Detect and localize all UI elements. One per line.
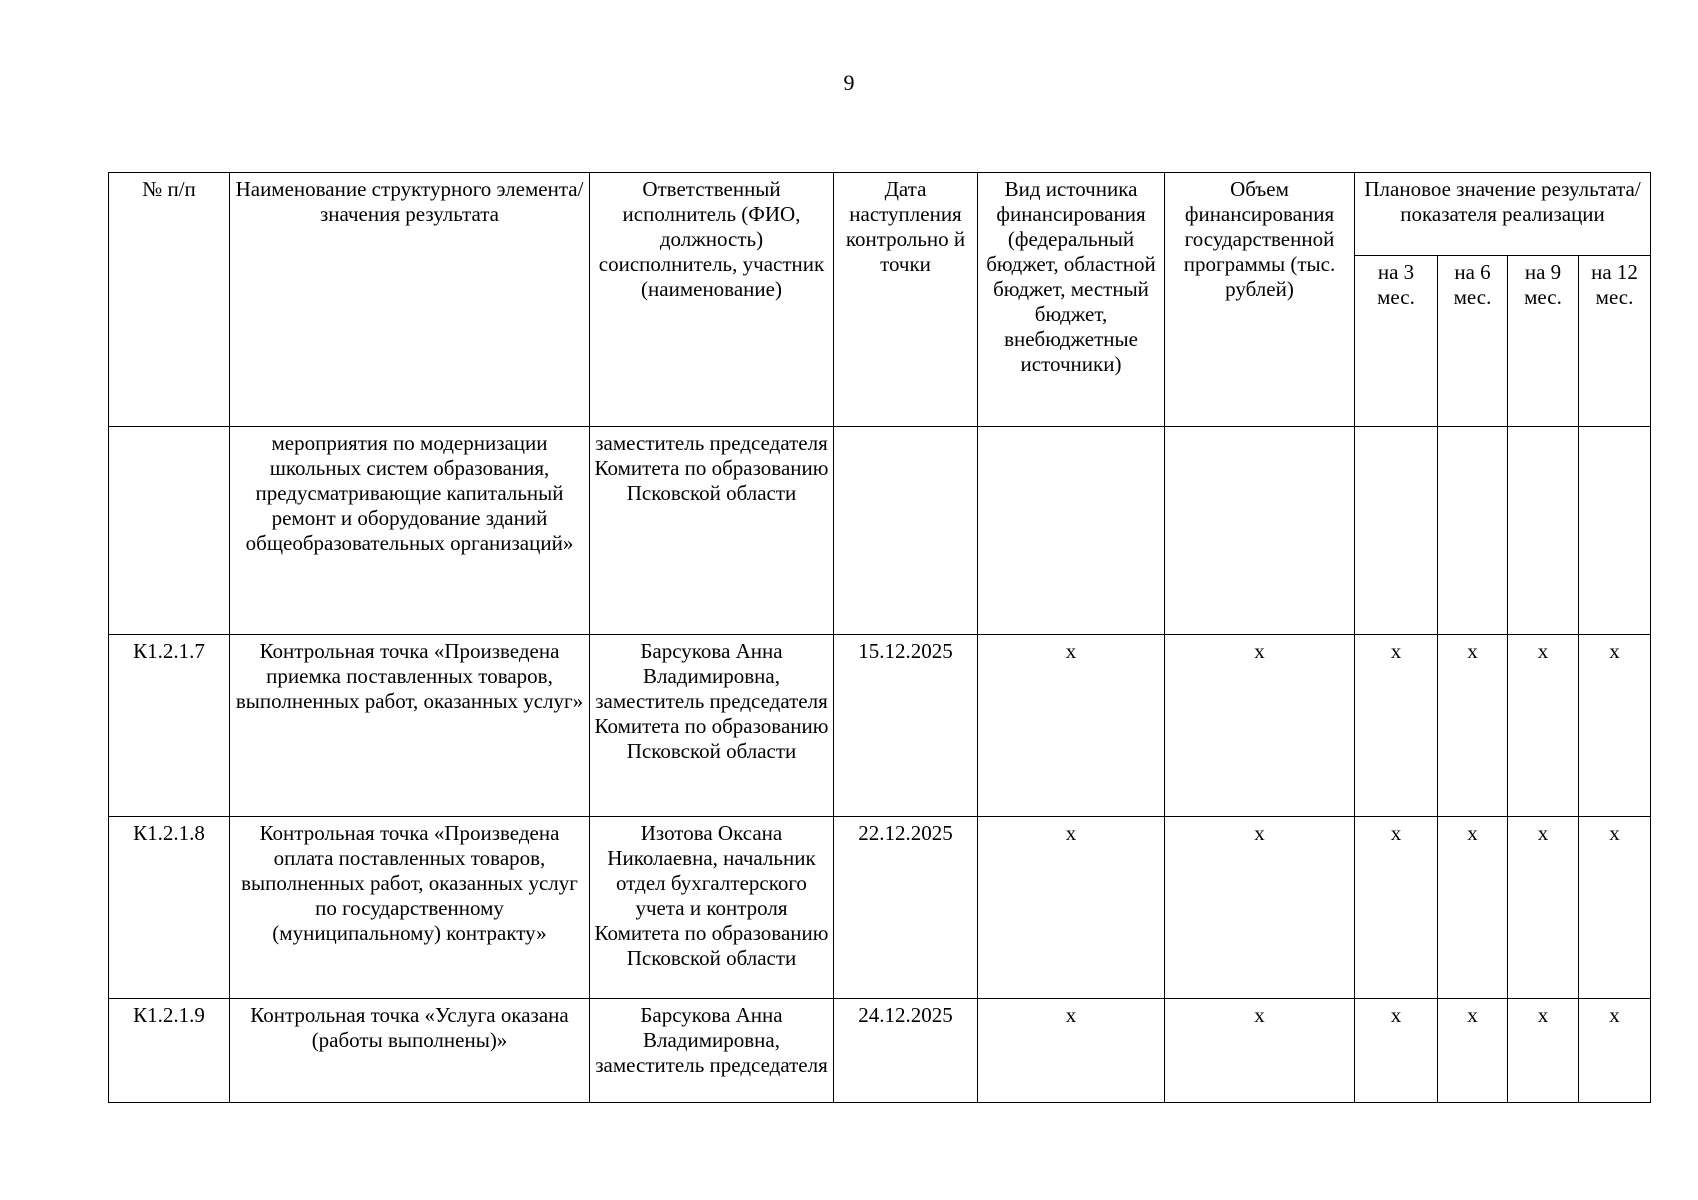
cell-12-months: x (1579, 635, 1651, 817)
cell-3-months: x (1355, 635, 1438, 817)
table-row (109, 817, 1651, 999)
header-planned-value: Плановое значение результата/показателя реализации (1355, 173, 1651, 256)
cell-12-months (1579, 427, 1651, 635)
cell-6-months: x (1438, 635, 1508, 817)
header-name: Наименование структурного элемента/ значения результата (230, 173, 590, 427)
cell-date: 15.12.2025 (834, 635, 978, 817)
table-row (109, 999, 1651, 1103)
cell-9-months (1508, 427, 1579, 635)
header-funding-volume: Объем финансирования государственной программы (тыс. рублей) (1165, 173, 1355, 427)
header-12-months: на 12 мес. (1579, 256, 1651, 427)
cell-responsible: Барсукова Анна Владимировна, заместитель председателя Комитета по образованию Псковской области (590, 635, 834, 817)
header-date: Дата наступления контрольно й точки (834, 173, 978, 427)
header-9-months: на 9 мес. (1508, 256, 1579, 427)
cell-number: К1.2.1.8 (109, 817, 230, 999)
table-header-row (109, 173, 1651, 256)
cell-funding-volume: x (1165, 817, 1355, 999)
cell-funding-volume: x (1165, 635, 1355, 817)
cell-3-months: x (1355, 817, 1438, 999)
header-responsible: Ответственный исполнитель (ФИО, должность) соисполнитель, участник (наименование) (590, 173, 834, 427)
cell-responsible: Барсукова Анна Владимировна, заместитель председателя (590, 999, 834, 1103)
cell-6-months (1438, 427, 1508, 635)
cell-date (834, 427, 978, 635)
cell-funding-volume (1165, 427, 1355, 635)
cell-6-months: x (1438, 999, 1508, 1103)
cell-name: Контрольная точка «Услуга оказана (работы выполнены)» (230, 999, 590, 1103)
cell-responsible: заместитель председателя Комитета по образованию Псковской области (590, 427, 834, 635)
control-points-table (108, 172, 1651, 1103)
cell-funding-source: x (978, 635, 1165, 817)
cell-3-months (1355, 427, 1438, 635)
cell-funding-volume: x (1165, 999, 1355, 1103)
cell-12-months: x (1579, 817, 1651, 999)
header-6-months: на 6 мес. (1438, 256, 1508, 427)
cell-name: Контрольная точка «Произведена приемка поставленных товаров, выполненных работ, оказанных услуг» (230, 635, 590, 817)
cell-number (109, 427, 230, 635)
table-row (109, 635, 1651, 817)
cell-funding-source: x (978, 817, 1165, 999)
cell-9-months: x (1508, 635, 1579, 817)
cell-funding-source: x (978, 999, 1165, 1103)
cell-9-months: x (1508, 817, 1579, 999)
cell-date: 24.12.2025 (834, 999, 978, 1103)
header-3-months: на 3 мес. (1355, 256, 1438, 427)
cell-responsible: Изотова Оксана Николаевна, начальник отдел бухгалтерского учета и контроля Комитета по образованию Псковской области (590, 817, 834, 999)
table-row (109, 427, 1651, 635)
cell-9-months: x (1508, 999, 1579, 1103)
cell-name: Контрольная точка «Произведена оплата поставленных товаров, выполненных работ, оказанных услуг по государственному (муниципальному) контракту» (230, 817, 590, 999)
cell-funding-source (978, 427, 1165, 635)
cell-number: К1.2.1.9 (109, 999, 230, 1103)
cell-date: 22.12.2025 (834, 817, 978, 999)
cell-6-months: x (1438, 817, 1508, 999)
header-number: № п/п (109, 173, 230, 427)
cell-name: мероприятия по модернизации школьных систем образования, предусматривающие капитальный ремонт и оборудование зданий общеобразовательных организаций» (230, 427, 590, 635)
cell-3-months: x (1355, 999, 1438, 1103)
page-number: 9 (843, 70, 855, 95)
header-funding-source: Вид источника финансирования (федеральный бюджет, областной бюджет, местный бюджет, внебюджетные источники) (978, 173, 1165, 427)
cell-number: К1.2.1.7 (109, 635, 230, 817)
cell-12-months: x (1579, 999, 1651, 1103)
